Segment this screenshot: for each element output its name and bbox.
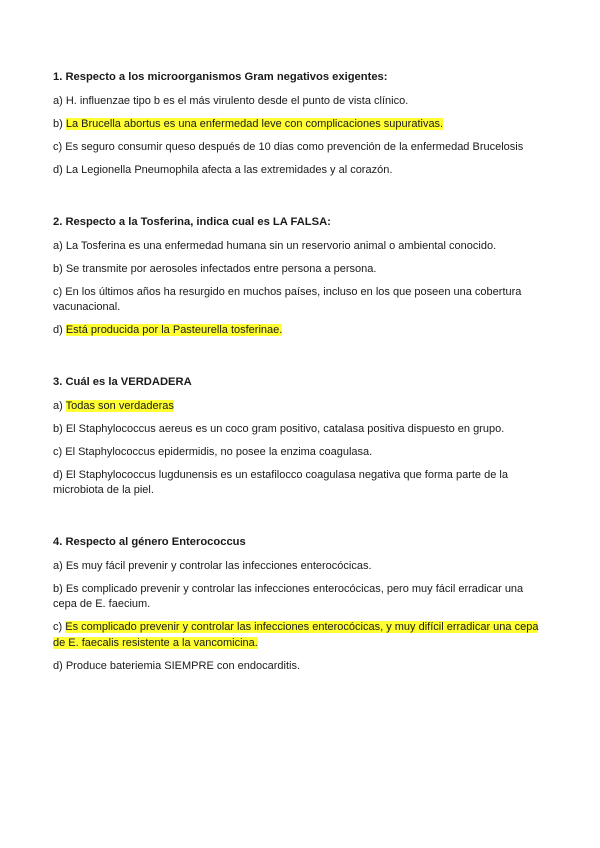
question-2	[53, 215, 550, 339]
option-letter: a)	[53, 95, 66, 107]
option-letter: c)	[53, 621, 66, 633]
option-text: Es complicado prevenir y controlar las infecciones enterocócicas, pero muy fácil erradicar una cepa de E. faecium.	[53, 582, 524, 610]
question-1	[53, 70, 550, 179]
option-letter: c)	[53, 285, 66, 298]
option-b	[53, 422, 550, 438]
highlighted-answer: Está producida por la Pasteurella tosferinae.	[65, 324, 283, 336]
option-text: H. influenzae tipo b es el más virulento desde el punto de vista clínico.	[65, 95, 409, 107]
option-b	[53, 582, 550, 613]
option-text: Se transmite por aerosoles infectados entre persona a persona.	[65, 262, 377, 275]
highlighted-answer: La Brucella abortus es una enfermedad leve con complicaciones supurativas.	[65, 118, 444, 130]
option-text: El Staphylococcus epidermidis, no posee la enzima coagulasa.	[65, 445, 373, 458]
option-a	[53, 94, 550, 110]
question-title: 2. Respecto a la Tosferina, indica cual es LA FALSA:	[53, 215, 331, 228]
option-b	[53, 117, 550, 133]
option-text: La Tosferina es una enfermedad humana sin un reservorio animal o ambiental conocido.	[65, 239, 497, 252]
option-a	[53, 559, 550, 575]
option-text: Es seguro consumir queso después de 10 dias como prevención de la enfermedad Brucelosis	[65, 141, 524, 153]
option-text: En los últimos años ha resurgido en muchos países, incluso en los que poseen una cobertura vacunacional.	[53, 285, 522, 313]
question-title: 1. Respecto a los microorganismos Gram negativos exigentes:	[53, 71, 388, 83]
option-c	[53, 140, 550, 156]
option-letter: d)	[53, 659, 66, 672]
question-3	[53, 375, 550, 499]
option-a	[53, 239, 550, 255]
option-letter: c)	[53, 141, 66, 153]
option-text: El Staphylococcus lugdunensis es un estafilocco coagulasa negativa que forma parte de la microbiota de la piel.	[53, 468, 508, 496]
question-title: 3. Cuál es la VERDADERA	[53, 375, 192, 388]
option-text: Es muy fácil prevenir y controlar las infecciones enterocócicas.	[65, 559, 372, 572]
option-letter: c)	[53, 445, 66, 458]
option-letter: b)	[53, 422, 66, 435]
option-letter: d)	[53, 164, 66, 176]
option-c	[53, 445, 550, 461]
highlighted-answer: Todas son verdaderas	[65, 399, 174, 412]
option-letter: a)	[53, 399, 66, 412]
question-title: 4. Respecto al género Enterococcus	[53, 535, 246, 548]
option-d	[53, 468, 550, 499]
option-b	[53, 262, 550, 278]
option-d	[53, 659, 550, 675]
option-letter: a)	[53, 239, 66, 252]
option-letter: d)	[53, 324, 66, 336]
option-c	[53, 285, 550, 316]
option-letter: b)	[53, 582, 66, 595]
option-letter: b)	[53, 262, 66, 275]
option-text: El Staphylococcus aereus es un coco gram positivo, catalasa positiva dispuesto en grupo.	[65, 422, 505, 435]
option-letter: d)	[53, 468, 66, 481]
option-c	[53, 620, 550, 651]
highlighted-answer: Es complicado prevenir y controlar las infecciones enterocócicas, y muy difícil erradicar una cepa de E. faecalis resistente a la vancomicina.	[53, 621, 539, 649]
option-text: La Legionella Pneumophila afecta a las extremidades y al corazón.	[65, 164, 393, 176]
option-letter: a)	[53, 559, 66, 572]
option-text: Produce bateriemia SIEMPRE con endocarditis.	[65, 659, 301, 672]
option-d	[53, 323, 550, 339]
option-letter: b)	[53, 118, 66, 130]
option-d	[53, 163, 550, 179]
question-4	[53, 535, 550, 675]
option-a	[53, 399, 550, 415]
